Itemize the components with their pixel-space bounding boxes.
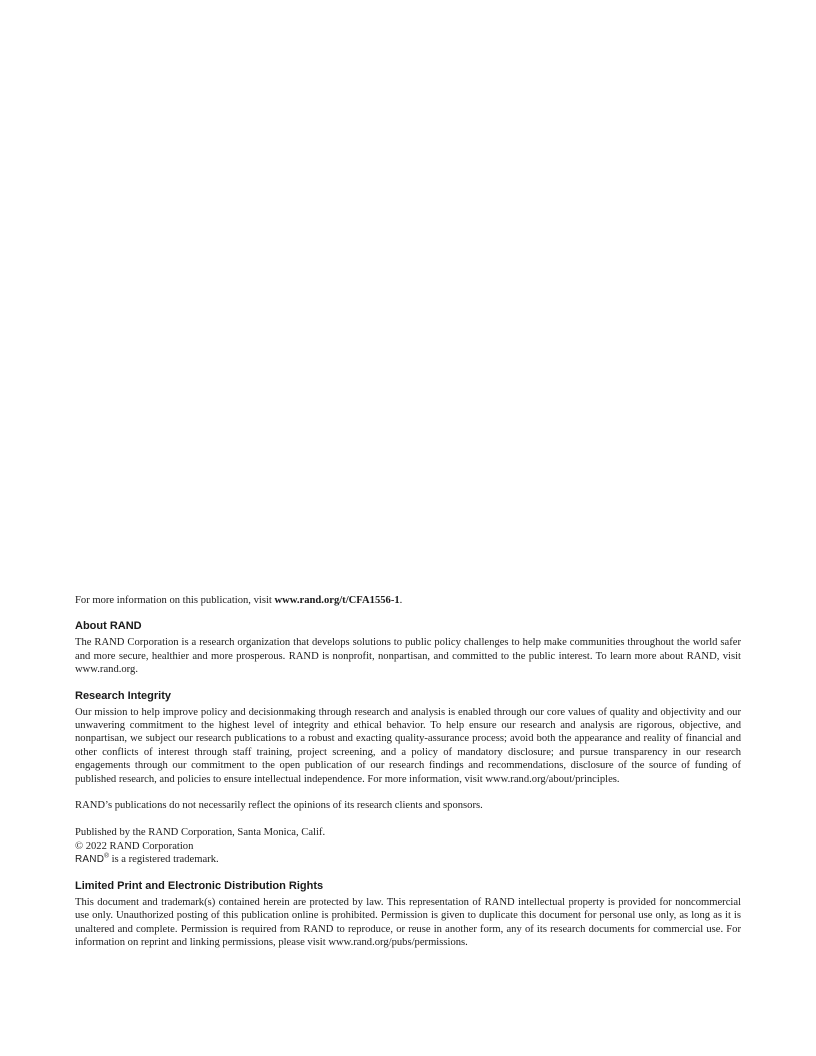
about-rand-heading: About RAND bbox=[75, 620, 142, 633]
copyright-page-content bbox=[75, 594, 741, 956]
trademark-line bbox=[75, 853, 741, 866]
copyright-line: © 2022 RAND Corporation bbox=[75, 840, 194, 852]
published-by-line: Published by the RAND Corporation, Santa Monica, Calif. bbox=[75, 827, 326, 839]
rand-brand-wordmark: RAND bbox=[75, 854, 105, 866]
trademark-line-text: is a registered trademark. bbox=[108, 854, 219, 866]
about-rand-paragraph: The RAND Corporation is a research organization that develops solutions to public policy challenges to help make communities throughout the world safer and more secure, healthier and more prosperous. RAND is nonprofit, nonpartisan, and committed to the public interest. To learn more about RAND, visit www.rand.org. bbox=[75, 637, 741, 676]
distribution-rights-heading: Limited Print and Electronic Distribution Rights bbox=[75, 879, 324, 892]
disclaimer-line: RAND’s publications do not necessarily reflect the opinions of its research clients and sponsors. bbox=[75, 800, 483, 812]
research-integrity-paragraph: Our mission to help improve policy and decisionmaking through research and analysis is enabled through our core values of quality and objectivity and our unwavering commitment to the highest level of integrity and ethical behavior. To help ensure our research and analysis are rigorous, objective, and nonpartisan, we subject our research publications to a robust and exacting quality-assurance process; avoid both the appearance and reality of financial and other conflicts of interest through staff training, project screening, and a policy of mandatory disclosure; and pursue transparency in our research engagements through our commitment to the open publication of our research findings and recommendations, disclosure of the source of funding of published research, and policies to ensure intellectual independence. For more information, visit www.rand.org/about/principles. bbox=[75, 706, 741, 785]
research-integrity-heading: Research Integrity bbox=[75, 689, 171, 702]
publication-info-period: . bbox=[399, 595, 403, 606]
publication-url: www.rand.org/t/CFA1556-1 bbox=[274, 595, 400, 606]
distribution-rights-paragraph: This document and trademark(s) contained herein are protected by law. This representation of RAND intellectual property is provided for noncommercial use only. Unauthorized posting of this publication online is prohibited. Permission is given to duplicate this document for personal use only, as long as it is unaltered and complete. Permission is required from RAND to reproduce, or reuse in another form, any of its research documents for commercial use. For information on reprint and linking permissions, please visit www.rand.org/pubs/permissions. bbox=[75, 896, 741, 948]
publication-info-text: For more information on this publication, visit bbox=[75, 595, 275, 606]
publication-info-line bbox=[75, 594, 741, 607]
publisher-block bbox=[75, 826, 741, 866]
registered-trademark-symbol: ® bbox=[104, 852, 109, 860]
